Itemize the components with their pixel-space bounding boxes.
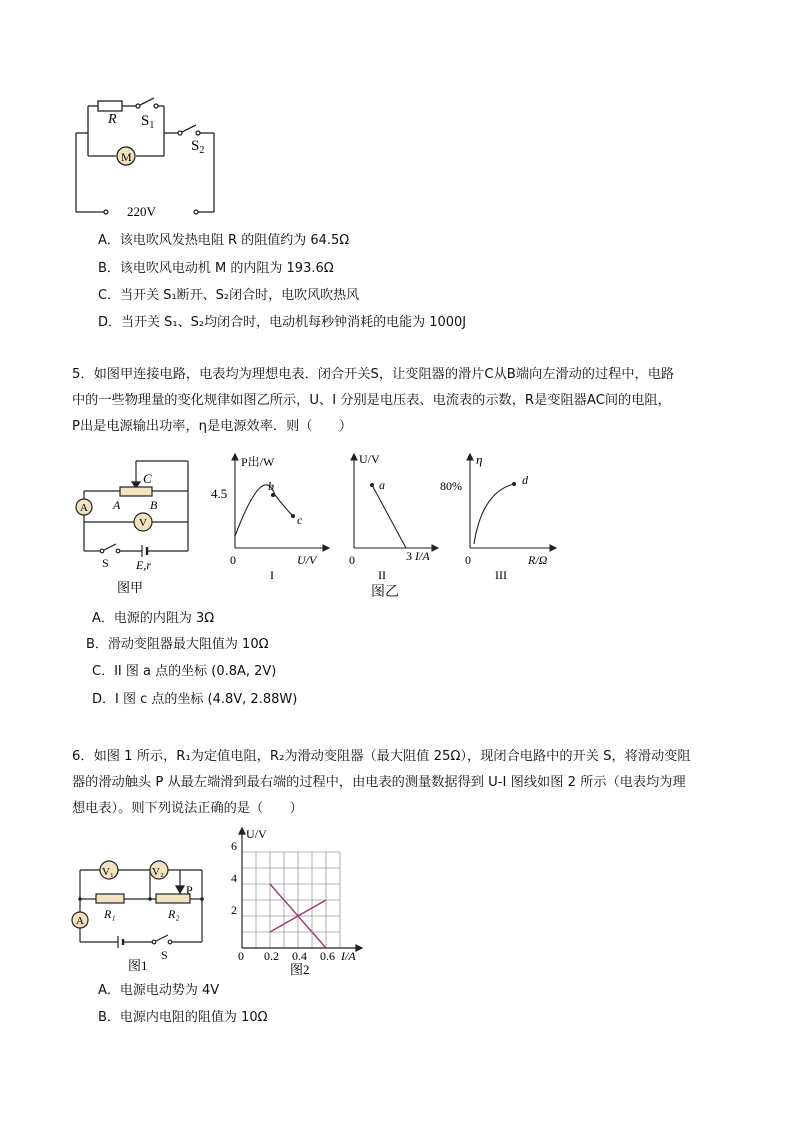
q4-motor-label: M xyxy=(121,150,132,164)
q5-graph-2-point-a xyxy=(370,483,374,487)
q5-stem xyxy=(72,362,732,440)
q5-graph-3-origin: 0 xyxy=(465,553,471,567)
q6-option-a: A．电源电动势为 4V xyxy=(98,983,220,998)
q4-s1-label: $S_1$ xyxy=(141,113,155,131)
q5-graph-1-c-label: c xyxy=(297,513,303,527)
q6-ammeter-label: A xyxy=(76,915,84,927)
q5-graph-1-ytick: 4.5 xyxy=(211,486,228,501)
q5-caption-jia: 图甲 xyxy=(117,580,144,595)
q5-battery-label: E,r xyxy=(136,558,151,572)
q6-ui-graph xyxy=(228,826,368,976)
q4-r-label: R xyxy=(108,112,117,127)
q4-option-d: D．当开关 S₁、S₂均闭合时，电动机每秒钟消耗的电能为 1000J xyxy=(98,315,467,330)
q5-graph-3 xyxy=(438,452,558,582)
q6-graph-ytick-4: 4 xyxy=(231,871,237,885)
q5-graph-3-curve xyxy=(474,484,514,544)
q6-graph-xtick-0.4: 0.4 xyxy=(292,949,307,963)
q6-slider-p-label: P xyxy=(186,883,193,897)
q6-switch-label: S xyxy=(161,948,168,962)
q5-option-d: D．I 图 c 点的坐标 (4.8V, 2.88W) xyxy=(92,692,298,707)
q4-option-b: B．该电吹风电动机 M 的内阻为 193.6Ω xyxy=(98,261,334,276)
q6-graph-xtick-0.2: 0.2 xyxy=(264,949,279,963)
q6-stem-line-1: 6．如图 1 所示，R₁为定值电阻，R₂为滑动变阻器（最大阻值 25Ω），现闭合电路中的开关 S，将滑动变阻 xyxy=(72,749,691,764)
q4-circuit-diagram xyxy=(70,92,230,222)
q5-graph-2-ylabel: U/V xyxy=(359,452,380,466)
q5-graph-3-ytick: 80% xyxy=(440,479,462,493)
q5-graph-3-ylabel: η xyxy=(476,452,483,467)
q5-graph-1-curve xyxy=(235,485,293,536)
q5-graph-1-b-label: b xyxy=(268,479,274,493)
q5-graph-1-ylabel: P出/W xyxy=(241,455,275,469)
q6-graph-ytick-6: 6 xyxy=(231,839,237,853)
q6-r1-label: R₁ xyxy=(104,907,116,921)
q5-stem-line-3: P出是电源输出功率，η是电源效率．则（ ） xyxy=(72,419,353,434)
q4-option-c: C．当开关 S₁断开、S₂闭合时，电吹风吹热风 xyxy=(98,288,360,303)
q6-graph-ylabel: U/V xyxy=(246,827,267,841)
q5-graph-2-xtick: 3 xyxy=(406,549,412,563)
q5-graph-2-line xyxy=(372,485,406,548)
q6-stem xyxy=(72,744,732,822)
q5-stem-line-2: 中的一些物理量的变化规律如图乙所示，U、I 分别是电压表、电流表的示数，R是变阻器AC间的电阻， xyxy=(72,393,671,408)
q5-graph-1-point-c xyxy=(291,514,295,518)
q6-graph-xlabel: I/A xyxy=(341,949,356,963)
q5-option-a: A．电源的内阻为 3Ω xyxy=(92,611,215,626)
q5-graph-1-point-b xyxy=(271,493,275,497)
q6-graph-ytick-2: 2 xyxy=(231,903,237,917)
q6-v1-label: V₁ xyxy=(102,866,114,878)
q5-graph-2-a-label: a xyxy=(379,478,385,492)
q6-stem-line-3: 想电表）。则下列说法正确的是（ ） xyxy=(72,801,303,816)
q5-switch-label: S xyxy=(102,556,109,570)
q5-graph-1-roman: I xyxy=(270,568,274,582)
q5-circuit-diagram xyxy=(70,455,200,600)
q5-graph-1-xlabel: U/V xyxy=(297,553,317,567)
q5-graph-1 xyxy=(205,452,330,582)
q6-r2-label: R₂ xyxy=(168,907,180,921)
q5-option-c: C．II 图 a 点的坐标 (0.8A, 2V) xyxy=(92,664,277,679)
q5-ammeter-label: A xyxy=(80,502,88,514)
q5-graph-3-xlabel: R/Ω xyxy=(528,553,548,567)
q5-graph-3-point-d xyxy=(512,482,516,486)
q5-graph-1-origin: 0 xyxy=(230,553,236,567)
q5-end-a-label: A xyxy=(113,498,121,512)
q6-stem-line-2: 器的滑动触头 P 从最左端滑到最右端的过程中，由电表的测量数据得到 U-I 图线如图 2 所示（电表均为理 xyxy=(72,775,686,790)
q5-option-b: B．滑动变阻器最大阻值为 10Ω xyxy=(86,637,269,652)
q5-voltmeter-label: V xyxy=(139,517,147,529)
q6-option-b: B．电源内电阻的阻值为 10Ω xyxy=(98,1010,268,1025)
q6-caption-fig1: 图1 xyxy=(128,958,148,973)
q6-graph-xtick-0.6: 0.6 xyxy=(320,949,335,963)
q4-s2-label: $S_2$ xyxy=(191,138,205,156)
q5-graph-2 xyxy=(340,452,440,582)
q6-graph-origin: 0 xyxy=(238,949,244,963)
q5-graph-3-roman: III xyxy=(495,568,507,582)
q5-graph-2-xlabel: I/A xyxy=(415,549,430,563)
q4-option-a: A．该电吹风发热电阻 R 的阻值约为 64.5Ω xyxy=(98,233,350,248)
q6-v2-label: V₂ xyxy=(152,866,164,878)
q4-voltage-label: 220V xyxy=(127,204,156,219)
q5-graph-3-d-label: d xyxy=(522,473,528,487)
q5-graph-2-origin: 0 xyxy=(349,553,355,567)
q6-graph-caption: 图2 xyxy=(290,962,310,976)
q6-circuit-diagram xyxy=(68,852,213,977)
q5-slider-c-label: C xyxy=(143,471,152,486)
q5-end-b-label: B xyxy=(150,498,158,512)
q5-stem-line-1: 5．如图甲连接电路，电表均为理想电表．闭合开关S，让变阻器的滑片C从B端向左滑动的过程中，电路 xyxy=(72,367,675,382)
q5-graph-2-roman: II xyxy=(378,568,386,582)
q5-caption-yi: 图乙 xyxy=(371,585,399,600)
